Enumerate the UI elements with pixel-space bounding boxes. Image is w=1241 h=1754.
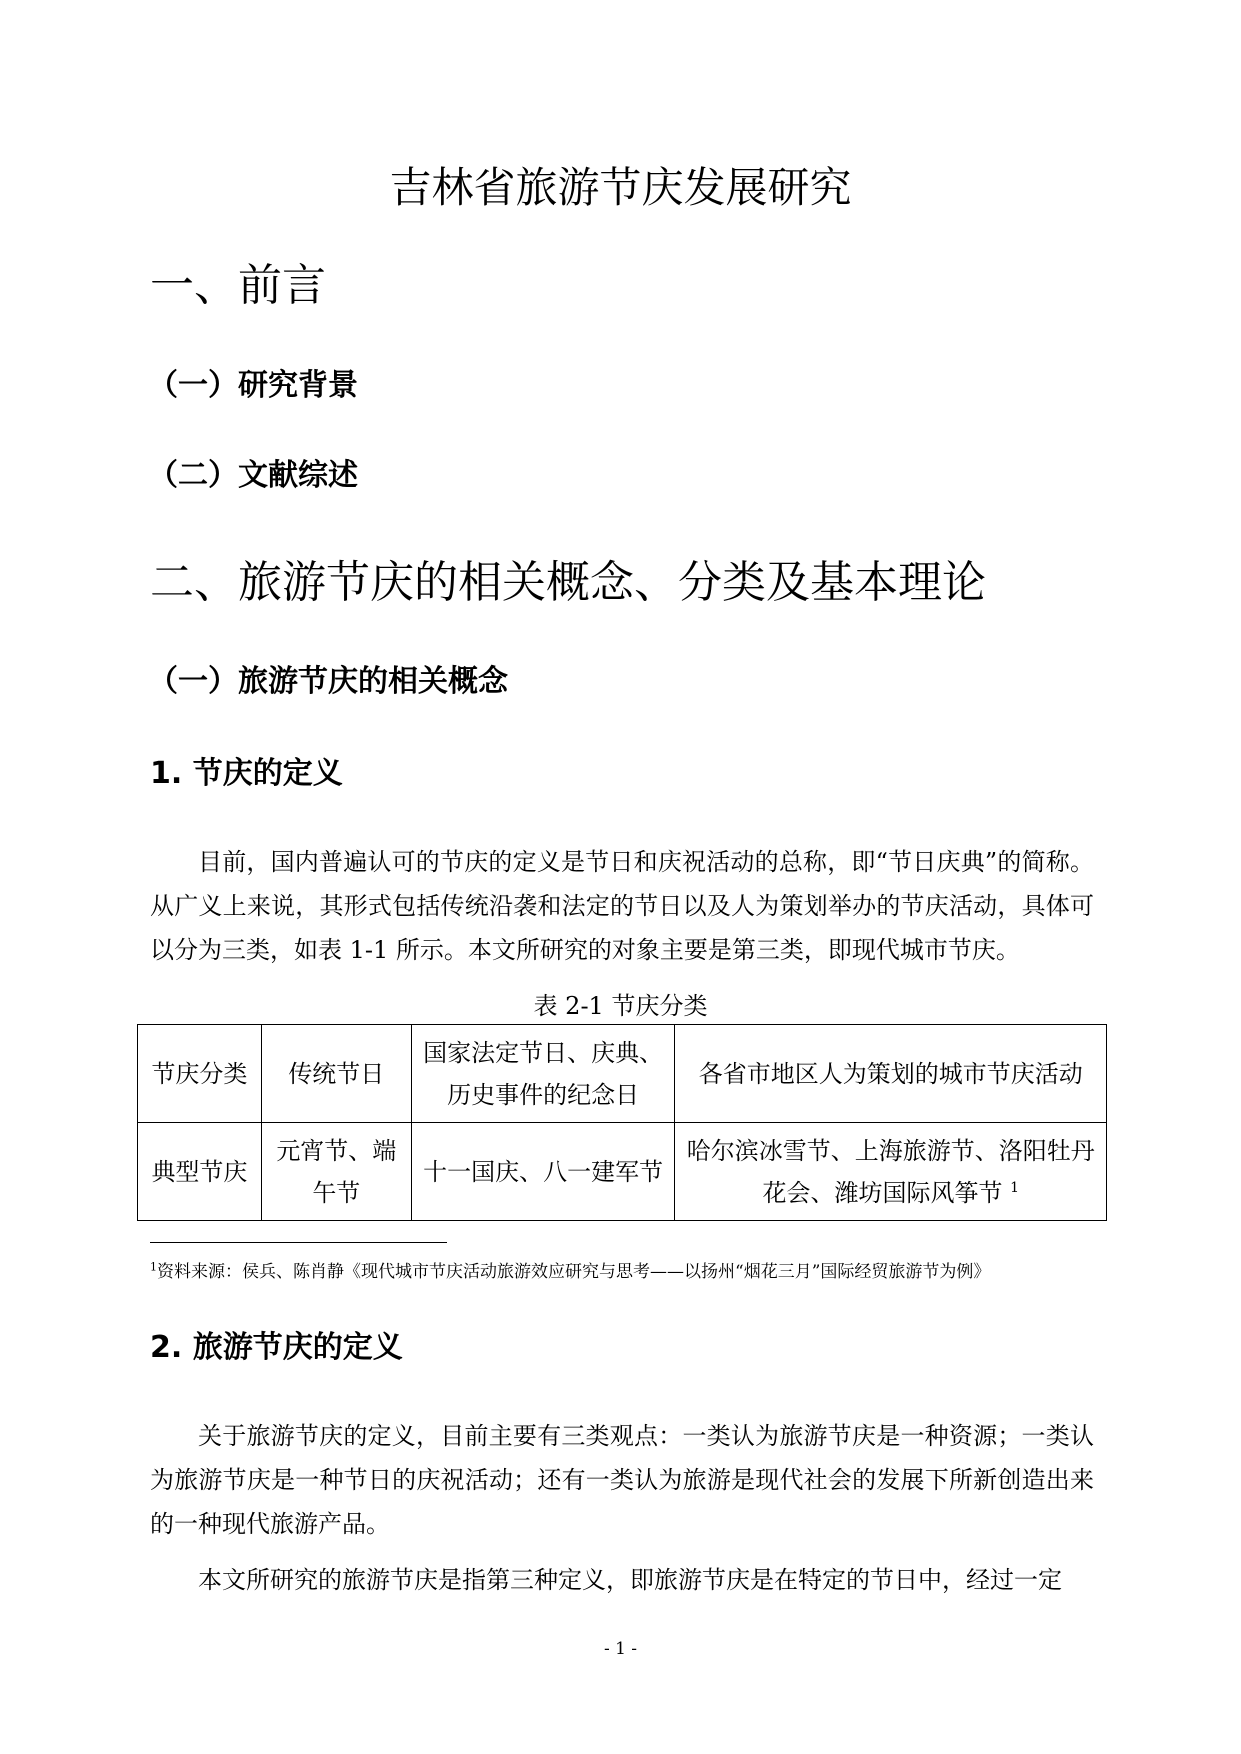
table-cell: 国家法定节日、庆典、历史事件的纪念日 [411,1025,675,1123]
table-caption: 表 2-1 节庆分类 [533,992,708,1020]
table-cell-text: 哈尔滨冰雪节、上海旅游节、洛阳牡丹花会、潍坊国际风筝节 [686,1136,1095,1207]
table-cell: 典型节庆 [138,1123,262,1221]
subheading-tourism-festival-definition: 2. 旅游节庆的定义 [150,1330,403,1365]
subsection-heading-related-concepts: （一）旅游节庆的相关概念 [148,664,508,699]
table-cell: 传统节日 [261,1025,411,1123]
table-cell: 元宵节、端午节 [261,1123,411,1221]
footnote-reference[interactable]: 1 [1010,1179,1020,1196]
table-row [138,1025,1107,1123]
table-cell: 各省市地区人为策划的城市节庆活动 [675,1025,1107,1123]
table-cell: 节庆分类 [138,1025,262,1123]
paragraph-tourism-festival-views: 关于旅游节庆的定义，目前主要有三类观点：一类认为旅游节庆是一种资源；一类认为旅游节庆是一种节日的庆祝活动；还有一类认为旅游是现代社会的发展下所新创造出来的一种现代旅游产品。 [150,1422,1094,1538]
section-heading-concepts: 二、旅游节庆的相关概念、分类及基本理论 [150,557,986,608]
subsection-heading-research-background: （一）研究背景 [148,368,358,403]
page-number: - 1 - [603,1639,638,1659]
footnote-separator [150,1242,447,1243]
subsection-heading-literature-review: （二）文献综述 [148,458,358,493]
section-heading-preface: 一、前言 [150,260,326,311]
table-cell: 十一国庆、八一建军节 [411,1123,675,1221]
table-cell [675,1123,1107,1221]
footnote-marker: 1 [150,1260,157,1274]
document-title: 吉林省旅游节庆发展研究 [389,163,852,212]
subheading-festival-definition: 1. 节庆的定义 [150,756,343,791]
table-row [138,1123,1107,1221]
footnote [150,1260,990,1284]
paragraph-tourism-festival-scope: 本文所研究的旅游节庆是指第三种定义，即旅游节庆是在特定的节日中，经过一定 [198,1566,1062,1594]
paragraph-festival-definition: 目前，国内普遍认可的节庆的定义是节日和庆祝活动的总称，即“节日庆典”的简称。从广义上来说，其形式包括传统沿袭和法定的节日以及人为策划举办的节庆活动，具体可以分为三类，如表 1-1 所示。本文所研究的对象主要是第三类，即现代城市节庆。 [150,848,1094,964]
footnote-text: 资料来源：侯兵、陈肖静《现代城市节庆活动旅游效应研究与思考——以扬州“烟花三月”国际经贸旅游节为例》 [157,1262,991,1282]
festival-classification-table [137,1024,1107,1221]
